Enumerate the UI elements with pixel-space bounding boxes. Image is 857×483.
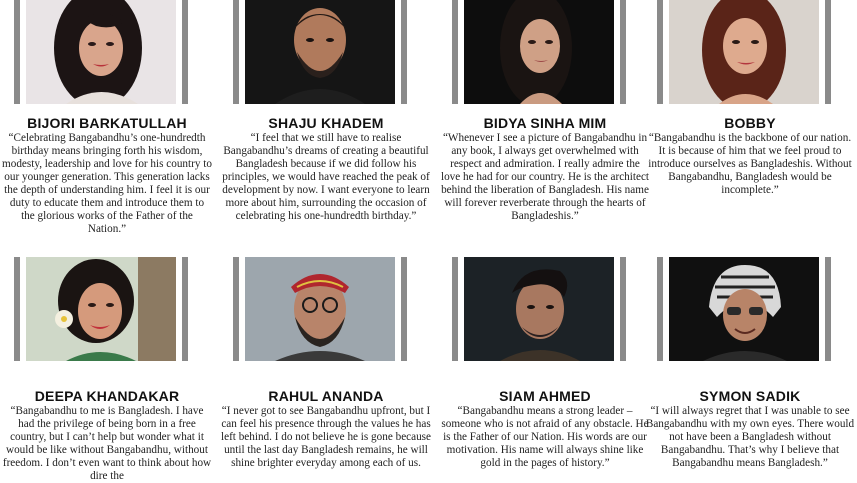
- person-quote: “Bangabandhu to me is Bangladesh. I have had the privilege of being born in a free country, but I can’t help but wonder what it would be like without Bangabandhu, without freedom. I don’t even want to think about how dire the: [2, 405, 212, 482]
- frame-bar: [657, 0, 663, 104]
- portrait-photo: [669, 257, 819, 361]
- frame-bar: [620, 257, 626, 361]
- portrait-photo: [464, 0, 614, 104]
- frame-bar: [14, 257, 20, 361]
- frame-bar: [182, 257, 188, 361]
- person-name: BOBBY: [724, 115, 776, 131]
- portrait-photo: [26, 0, 176, 104]
- frame-bar: [657, 257, 663, 361]
- photo-frame: [14, 0, 188, 104]
- photo-frame: [233, 257, 407, 361]
- photo-frame: [657, 257, 831, 361]
- frame-bar: [233, 0, 239, 104]
- frame-bar: [401, 0, 407, 104]
- person-quote: “I will always regret that I was unable to see Bangabandhu with my own eyes. There would not have been a Bangladesh without Bangabandhu. That’s why I believe that Bangabandhu means Bangladesh.”: [645, 405, 855, 469]
- person-quote: “Celebrating Bangabandhu’s one-hundredth birthday means bringing forth his wisdom, modesty, leadership and love for his country to our younger generation. This generation lacks the depth of understanding him. I feel it is our duty to educate them and introduce them to the glorious works of the Father of the Nation.”: [2, 132, 212, 235]
- person-name: SIAM AHMED: [499, 388, 591, 404]
- person-quote: “I feel that we still have to realise Bangabandhu’s dreams of creating a beautiful Bangladesh because if we did follow his principles, we would have reached the peak of development by now. I want everyone to learn more about him, surrounding the occasion of celebrating his one-hundredth birthday.”: [222, 132, 430, 222]
- person-name: BIJORI BARKATULLAH: [27, 115, 187, 131]
- person-name: DEEPA KHANDAKAR: [34, 388, 180, 404]
- frame-bar: [620, 0, 626, 104]
- frame-bar: [825, 257, 831, 361]
- person-quote: “Bangabandhu means a strong leader – someone who is not afraid of any obstacle. He is the Father of our Nation. His words are our motivation. His name will always shine like gold in the pages of history.”: [441, 405, 649, 469]
- person-name: BIDYA SINHA MIM: [483, 115, 607, 131]
- person-quote: “Bangabandhu is the backbone of our nation. It is because of him that we feel proud to introduce ourselves as Bangladeshis. Without Bangabandhu, Bangladesh would be incomplete.”: [648, 132, 852, 196]
- portrait-photo: [464, 257, 614, 361]
- frame-bar: [14, 0, 20, 104]
- frame-bar: [825, 0, 831, 104]
- frame-bar: [452, 257, 458, 361]
- frame-bar: [233, 257, 239, 361]
- frame-bar: [182, 0, 188, 104]
- person-name: SYMON SADIK: [699, 388, 801, 404]
- frame-bar: [401, 257, 407, 361]
- portrait-photo: [245, 0, 395, 104]
- photo-frame: [657, 0, 831, 104]
- photo-frame: [452, 0, 626, 104]
- person-quote: “Whenever I see a picture of Bangabandhu in any book, I always get overwhelmed with respect and admiration. I really admire the love he had for our country. He is the architect behind the liberation of Bangladesh. His name will forever reverberate through the hearts of Bangladeshis.”: [440, 132, 650, 222]
- photo-frame: [233, 0, 407, 104]
- photo-frame: [14, 257, 188, 361]
- person-name: SHAJU KHADEM: [268, 115, 384, 131]
- portrait-photo: [26, 257, 176, 361]
- frame-bar: [452, 0, 458, 104]
- person-name: RAHUL ANANDA: [268, 388, 384, 404]
- person-quote: “I never got to see Bangabandhu upfront, but I can feel his presence through the values he has left behind. I do not believe he is gone because until the last day Bangladesh remains, he will shine brighter everyday among each of us.: [221, 405, 432, 469]
- portrait-photo: [245, 257, 395, 361]
- photo-frame: [452, 257, 626, 361]
- portrait-photo: [669, 0, 819, 104]
